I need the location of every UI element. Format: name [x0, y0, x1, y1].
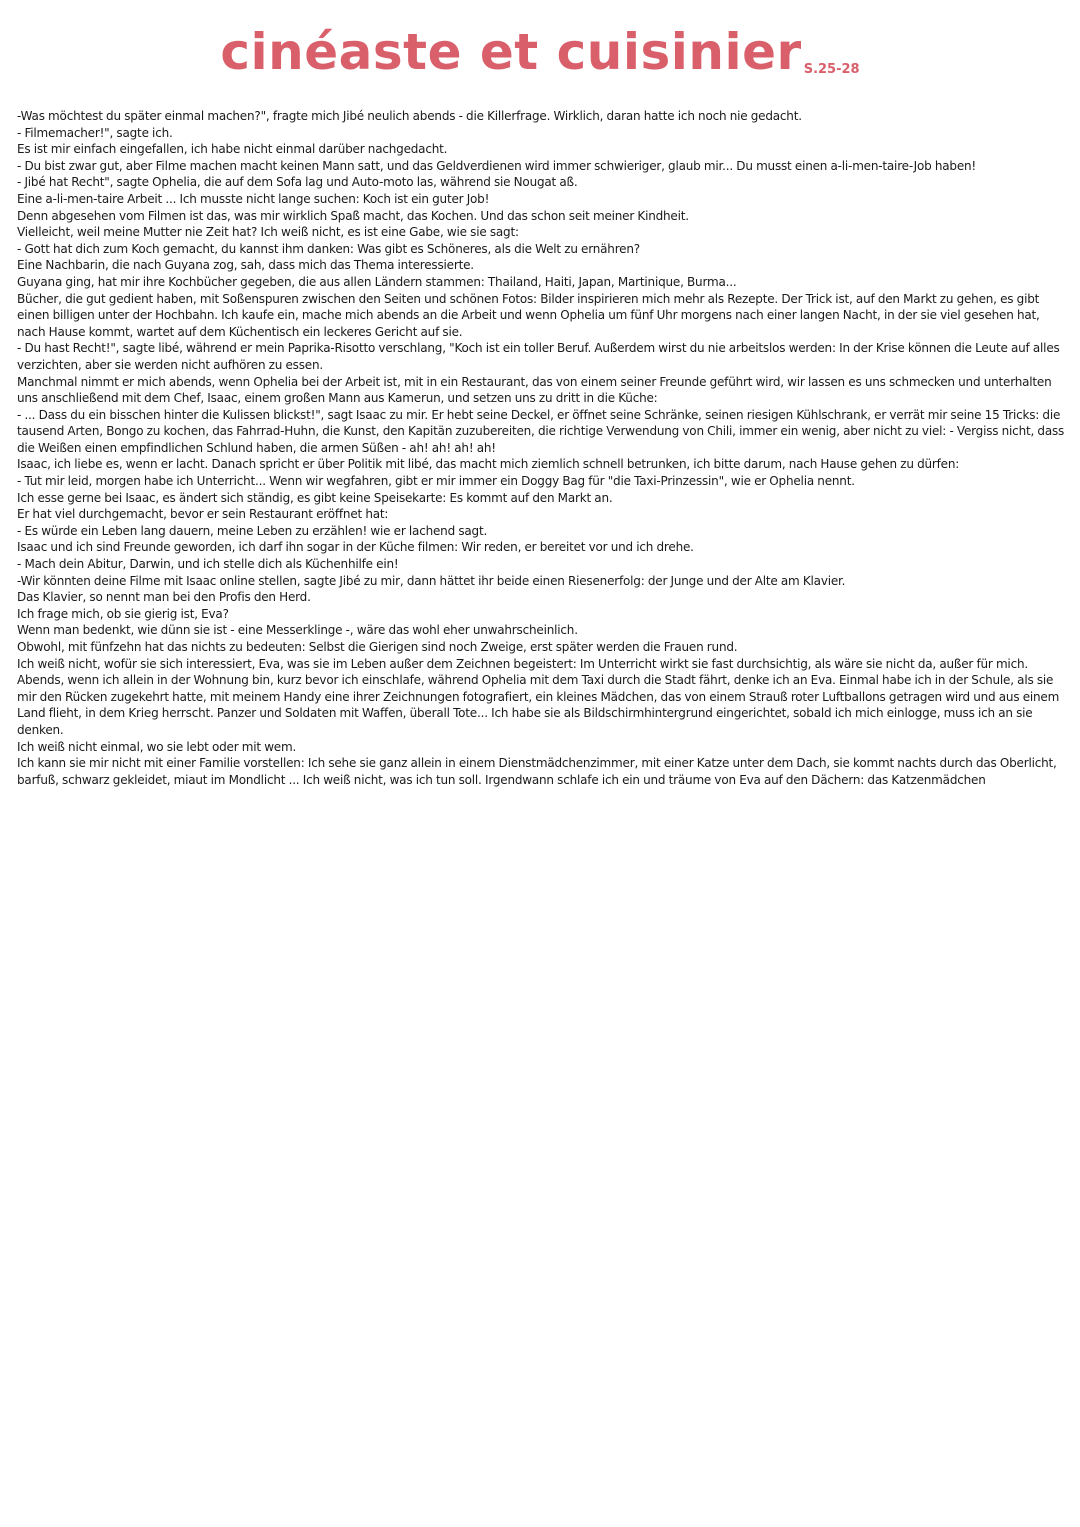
header — [0, 22, 1080, 82]
story-text — [17, 108, 1065, 788]
paragraph: Ich kann sie mir nicht mit einer Familie vorstellen: Ich sehe sie ganz allein in einem Dienstmädchenzimmer, mit einer Katze unter dem Dach, sie kommt nachts durch das Oberlicht, barfuß, schwarz gekleidet, miaut im Mondlicht ... Ich weiß nicht, was ich tun soll. Irgendwann schlafe ich ein und träume von Eva auf den Dächern: das Katzenmädchen — [17, 756, 1057, 787]
paragraph: - Du hast Recht!", sagte libé, während er mein Paprika-Risotto verschlang, "Koch ist ein toller Beruf. Außerdem wirst du nie arbeitslos werden: In der Krise können die Leute auf alles verzichten, aber sie werden nicht aufhören zu essen. — [17, 341, 1060, 372]
paragraph: Manchmal nimmt er mich abends, wenn Ophelia bei der Arbeit ist, mit in ein Restaurant, das von einem seiner Freunde geführt wird, wir lassen es uns schmecken und unterhalten uns anschließend mit dem Chef, Isaac, einem großen Mann aus Kamerun, und setzen uns zu dritt in die Küche: — [17, 374, 1052, 406]
paragraph: - Gott hat dich zum Koch gemacht, du kannst ihm danken: Was gibt es Schöneres, als die Welt zu ernähren? — [17, 241, 640, 256]
paragraph: Ich frage mich, ob sie gierig ist, Eva? — [17, 606, 229, 621]
paragraph: Eine a-li-men-taire Arbeit ... Ich musste nicht lange suchen: Koch ist ein guter Job! — [17, 191, 490, 206]
paragraph: Wenn man bedenkt, wie dünn sie ist - eine Messerklinge -, wäre das wohl eher unwahrscheinlich. — [17, 623, 578, 638]
paragraph: Ich weiß nicht, wofür sie sich interessiert, Eva, was sie im Leben außer dem Zeichnen begeistert: Im Unterricht wirkt sie fast durchsichtig, als wäre sie nicht da, außer für mich. Abends, wenn ich allein in der Wohnung bin, kurz bevor ich einschlafe, während Ophelia mit dem Taxi durch die Stadt fährt, denke ich an Eva. Einmal habe ich in der Schule, als sie mir den Rücken zugekehrt hatte, mit meinem Handy eine ihrer Zeichnungen fotografiert, ein kleines Mädchen, das von einem Strauß roter Luftballons getragen wird und aus einem Land flieht, in dem Krieg herrscht. Panzer und Soldaten mit Waffen, überall Tote... Ich habe sie als Bildschirmhintergrund eingerichtet, sobald ich mich einlogge, muss ich an sie denken. — [17, 656, 1060, 737]
paragraph: Denn abgesehen vom Filmen ist das, was mir wirklich Spaß macht, das Kochen. Und das schon seit meiner Kindheit. — [17, 208, 689, 223]
paragraph: - Tut mir leid, morgen habe ich Unterricht... Wenn wir wegfahren, gibt er mir immer ein Doggy Bag für "die Taxi-Prinzessin", wie er Ophelia nennt. — [17, 474, 855, 489]
paragraph: Guyana ging, hat mir ihre Kochbücher gegeben, die aus allen Ländern stammen: Thailand, Haiti, Japan, Martinique, Burma... — [17, 274, 737, 289]
paragraph: - ... Dass du ein bisschen hinter die Kulissen blickst!", sagt Isaac zu mir. Er hebt seine Deckel, er öffnet seine Schränke, seinen riesigen Kühlschrank, er verrät mir seine 15 Tricks: die tausend Arten, Bongo zu kochen, das Fahrrad-Huhn, die Kunst, den Kapitän zuzubereiten, die richtige Verwendung von Chili, immer ein wenig, aber nicht zu viel: - Vergiss nicht, dass die Weißen einen empfindlichen Schlund haben, die armen Süßen - ah! ah! ah! ah! — [17, 407, 1065, 455]
paragraph: Isaac und ich sind Freunde geworden, ich darf ihn sogar in der Küche filmen: Wir reden, er bereitet vor und ich drehe. — [17, 540, 694, 555]
page-reference: S.25-28 — [803, 62, 860, 77]
paragraph: Eine Nachbarin, die nach Guyana zog, sah, dass mich das Thema interessierte. — [17, 258, 474, 273]
paragraph: - Mach dein Abitur, Darwin, und ich stelle dich als Küchenhilfe ein! — [17, 557, 399, 572]
paragraph: Er hat viel durchgemacht, bevor er sein Restaurant eröffnet hat: — [17, 507, 389, 522]
page-title: cinéaste et cuisinier — [220, 23, 802, 81]
paragraph: - Filmemacher!", sagte ich. — [17, 125, 173, 140]
paragraph: -Was möchtest du später einmal machen?", fragte mich Jibé neulich abends - die Killerfrage. Wirklich, daran hatte ich noch nie gedacht. — [17, 109, 802, 123]
paragraph: Vielleicht, weil meine Mutter nie Zeit hat? Ich weiß nicht, es ist eine Gabe, wie sie sagt: — [17, 225, 519, 240]
paragraph: - Jibé hat Recht", sagte Ophelia, die auf dem Sofa lag und Auto-moto las, während sie Nougat aß. — [17, 175, 578, 190]
paragraph: - Du bist zwar gut, aber Filme machen macht keinen Mann satt, und das Geldverdienen wird immer schwieriger, glaub mir... Du musst einen a-li-men-taire-Job haben! — [17, 158, 977, 173]
paragraph: Bücher, die gut gedient haben, mit Soßenspuren zwischen den Seiten und schönen Fotos: Bilder inspirieren mich mehr als Rezepte. Der Trick ist, auf den Markt zu gehen, es gibt einen billigen unter der Hochbahn. Ich kaufe ein, mache mich abends an die Arbeit und wenn Ophelia um fünf Uhr morgens nach einer langen Nacht, in der sie viel gesehen hat, nach Hause kommt, wartet auf dem Küchentisch ein leckeres Gericht auf sie. — [17, 291, 1040, 339]
paragraph: Obwohl, mit fünfzehn hat das nichts zu bedeuten: Selbst die Gierigen sind noch Zweige, erst später werden die Frauen rund. — [17, 640, 738, 654]
paragraph: Ich esse gerne bei Isaac, es ändert sich ständig, es gibt keine Speisekarte: Es kommt auf den Markt an. — [17, 490, 613, 505]
paragraph: -Wir könnten deine Filme mit Isaac online stellen, sagte Jibé zu mir, dann hättet ihr beide einen Riesenerfolg: der Junge und der Alte am Klavier. — [17, 573, 846, 588]
paragraph: - Es würde ein Leben lang dauern, meine Leben zu erzählen! wie er lachend sagt. — [17, 523, 488, 538]
paragraph: Es ist mir einfach eingefallen, ich habe nicht einmal darüber nachgedacht. — [17, 142, 448, 157]
paragraph: Ich weiß nicht einmal, wo sie lebt oder mit wem. — [17, 739, 297, 754]
paragraph: Isaac, ich liebe es, wenn er lacht. Danach spricht er über Politik mit libé, das macht mich ziemlich schnell betrunken, ich bitte darum, nach Hause gehen zu dürfen: — [17, 457, 960, 472]
paragraph: Das Klavier, so nennt man bei den Profis den Herd. — [17, 590, 311, 605]
